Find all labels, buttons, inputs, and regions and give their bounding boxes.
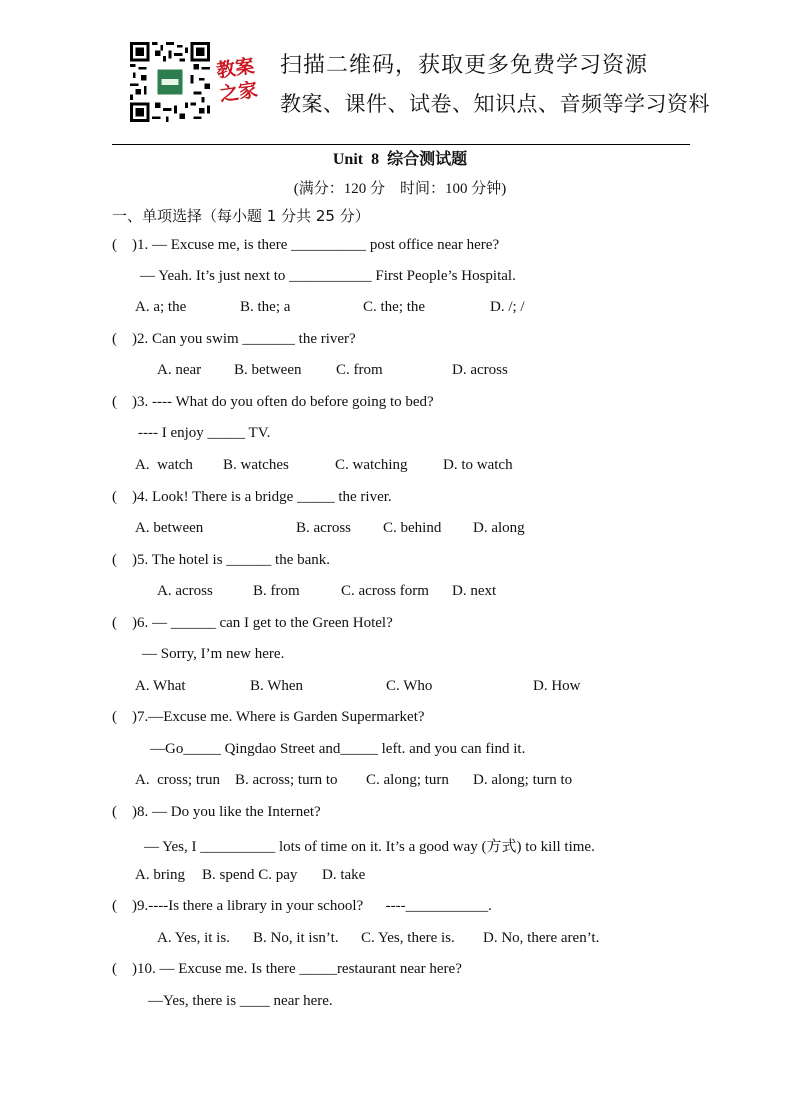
question-7-option-a: A. cross; trun xyxy=(135,772,220,788)
question-6-option-a: A. What xyxy=(135,678,186,694)
question-8-sub: — Yes, I __________ lots of time on it. It’s a good way (方式) to kill time. xyxy=(144,839,595,855)
question-7-option-d: D. along; turn to xyxy=(473,772,573,788)
question-5-option-b: B. from xyxy=(253,583,300,599)
question-7-option-c: C. along; turn xyxy=(366,772,449,788)
question-10-stem: ( )10. — Excuse me. Is there _____restaurant near here? xyxy=(112,961,462,977)
question-2-option-a: A. near xyxy=(157,362,202,378)
question-3-sub: ---- I enjoy _____ TV. xyxy=(138,425,271,441)
question-5-option-c: C. across form xyxy=(341,583,429,599)
question-8-option-b: B. spend C. pay xyxy=(202,867,298,883)
question-5-stem: ( )5. The hotel is ______ the bank. xyxy=(112,552,331,568)
question-1-stem: ( )1. — Excuse me, is there __________ post office near here? xyxy=(112,237,500,253)
question-1-option-d: D. /; / xyxy=(490,299,525,315)
question-3-option-d: D. to watch xyxy=(443,457,513,473)
question-6-sub: — Sorry, I’m new here. xyxy=(142,646,285,662)
question-6-option-b: B. When xyxy=(250,678,304,694)
question-2-option-b: B. between xyxy=(234,362,302,378)
question-1-sub: — Yeah. It’s just next to ___________ First People’s Hospital. xyxy=(140,268,516,284)
question-5-option-a: A. across xyxy=(157,583,213,599)
question-8-stem: ( )8. — Do you like the Internet? xyxy=(112,804,321,820)
question-7-stem: ( )7.—Excuse me. Where is Garden Supermarket? xyxy=(112,709,425,725)
question-4-option-d: D. along xyxy=(473,520,525,536)
question-7-option-b: B. across; turn to xyxy=(235,772,338,788)
question-1-option-c: C. the; the xyxy=(363,299,426,315)
question-9-option-d: D. No, there aren’t. xyxy=(483,930,600,946)
question-1-option-b: B. the; a xyxy=(240,299,291,315)
header-slogan-line2: 教案、课件、试卷、知识点、音频等学习资料 xyxy=(280,92,710,116)
question-4-option-a: A. between xyxy=(135,520,204,536)
qr-code-icon xyxy=(130,42,210,122)
question-4-option-c: C. behind xyxy=(383,520,442,536)
header-slogan-line1: 扫描二维码，获取更多免费学习资源 xyxy=(280,53,649,78)
question-1-option-a: A. a; the xyxy=(135,299,187,315)
question-7-sub: —Go_____ Qingdao Street and_____ left. and you can find it. xyxy=(150,741,526,757)
question-3-stem: ( )3. ---- What do you often do before going to bed? xyxy=(112,394,434,410)
question-10-sub: —Yes, there is ____ near here. xyxy=(148,993,333,1009)
question-8-option-a: A. bring xyxy=(135,867,185,883)
logo: 教案之家 xyxy=(215,55,260,106)
question-2-option-d: D. across xyxy=(452,362,508,378)
question-4-option-b: B. across xyxy=(296,520,351,536)
question-4-stem: ( )4. Look! There is a bridge _____ the river. xyxy=(112,489,392,505)
question-9-option-c: C. Yes, there is. xyxy=(361,930,455,946)
question-2-option-c: C. from xyxy=(336,362,383,378)
question-3-option-c: C. watching xyxy=(335,457,408,473)
question-6-option-c: C. Who xyxy=(386,678,433,694)
page-title: Unit 8 综合测试题 xyxy=(332,151,468,168)
question-3-option-b: B. watches xyxy=(223,457,289,473)
question-6-stem: ( )6. — ______ can I get to the Green Hotel? xyxy=(112,615,393,631)
question-9-stem: ( )9.----Is there a library in your school? ----___________. xyxy=(112,898,492,914)
question-6-option-d: D. How xyxy=(533,678,581,694)
question-9-option-b: B. No, it isn’t. xyxy=(253,930,339,946)
question-8-option-d: D. take xyxy=(322,867,366,883)
question-2-stem: ( )2. Can you swim _______ the river? xyxy=(112,331,356,347)
page-header xyxy=(0,0,800,150)
section-heading: 一、单项选择（每小题 1 分共 25 分） xyxy=(112,207,370,225)
question-5-option-d: D. next xyxy=(452,583,497,599)
header-divider xyxy=(112,144,690,145)
question-9-option-a: A. Yes, it is. xyxy=(157,930,230,946)
exam-meta: (满分：120 分 时间：100 分钟) xyxy=(293,181,507,197)
question-3-option-a: A. watch xyxy=(135,457,193,473)
